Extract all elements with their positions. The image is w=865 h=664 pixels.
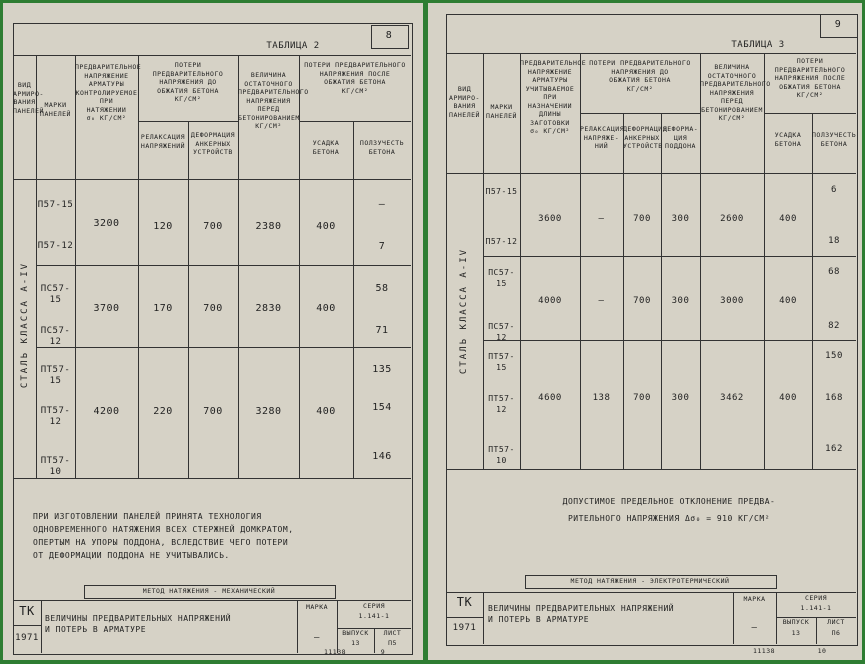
right-polz-value: 162: [825, 444, 843, 454]
left-polz-value: 135: [372, 364, 392, 375]
left-footer-page: 9: [380, 648, 386, 656]
left-header-relax: РЕЛАКСАЦИЯ НАПРЯЖЕНИЙ: [140, 133, 186, 150]
right-table-bottom-line: [446, 469, 856, 470]
right-footer-code: 11138: [752, 647, 776, 655]
left-relax-value: 170: [153, 303, 173, 314]
right-deform-value: 700: [633, 393, 651, 403]
left-stamp-seria-label: СЕРИЯ: [362, 602, 386, 610]
left-stamp-marka-label: МАРКА: [305, 603, 329, 611]
right-header-deform: ДЕФОРМАЦИЯ АНКЕРНЫХ УСТРОЙСТВ: [623, 125, 668, 150]
right-footer-page: 10: [817, 647, 827, 655]
left-mark: ПТ57-12: [40, 406, 71, 427]
right-note: ДОПУСТИМОЕ ПРЕДЕЛЬНОЕ ОТКЛОНЕНИЕ ПРЕДВА- РИТЕЛЬНОГО НАПРЯЖЕНИЯ Δσ₀ = 910 КГ/СМ²: [562, 497, 776, 523]
right-stamp-marka-value: —: [751, 623, 758, 633]
right-stamp-top: [446, 592, 856, 593]
right-polz-value: 68: [828, 267, 840, 277]
left-velich-value: 3280: [255, 406, 282, 417]
left-mark: ПТ57-15: [40, 365, 71, 386]
left-velich-value: 2830: [255, 303, 282, 314]
left-usadka-value: 400: [316, 303, 336, 314]
right-pred-value: 3600: [538, 214, 562, 224]
left-polz-value: —: [378, 199, 386, 210]
right-velich-value: 3000: [720, 296, 744, 306]
left-table-top-line: [13, 55, 411, 56]
left-group-line-2: [36, 347, 411, 348]
left-polz-value: 58: [375, 283, 389, 294]
right-stamp-title: ВЕЛИЧИНЫ ПРЕДВАРИТЕЛЬНЫХ НАПРЯЖЕНИЙ И ПОТЕРЬ В АРМАТУРЕ: [488, 604, 675, 624]
right-table-top-line: [446, 53, 856, 54]
right-usadka-value: 400: [779, 214, 797, 224]
right-pred-value: 4600: [538, 393, 562, 403]
right-method: МЕТОД НАТЯЖЕНИЯ - ЭЛЕКТРОТЕРМИЧЕСКИЙ: [570, 577, 730, 585]
left-pred-value: 3200: [93, 218, 120, 229]
right-relax-value: —: [598, 296, 605, 306]
right-stamp-vypusk-label: ВЫПУСК: [782, 618, 810, 626]
right-table-title: ТАБЛИЦА 3: [731, 40, 785, 50]
left-subheader-line-2: [299, 121, 411, 122]
left-deform-value: 700: [203, 406, 223, 417]
right-mark: ПТ57-12: [488, 394, 515, 414]
left-stamp-vypusk-label: ВЫПУСК: [342, 629, 369, 637]
left-footer-code: 11138: [323, 648, 347, 656]
right-velich-value: 3462: [720, 393, 744, 403]
left-header-bottom-line: [13, 179, 411, 180]
right-subheader-line: [580, 113, 700, 114]
right-page: [428, 3, 862, 660]
right-header-velichina: ВЕЛИЧИНА ОСТАТОЧНОГО ПРЕДВАРИТЕЛЬНОГО НАПРЯЖЕНИЯ ПЕРЕД БЕТОНИРОВАНИЕМ КГ/СМ²: [700, 63, 771, 122]
left-header-vid: ВИД АРМИРО- ВАНИЯ ПАНЕЛЕЙ: [13, 81, 44, 115]
left-header-marki: МАРКИ ПАНЕЛЕЙ: [40, 101, 71, 118]
right-mark: П57-12: [485, 237, 518, 246]
left-stamp-mid: [13, 625, 41, 626]
right-polz-value: 168: [825, 393, 843, 403]
right-header-usadka: УСАДКА БЕТОНА: [774, 131, 802, 148]
right-col-line: [661, 113, 662, 469]
left-header-polz: ПОЛЗУЧЕСТЬ БЕТОНА: [359, 139, 405, 156]
right-polz-value: 18: [828, 236, 840, 246]
left-usadka-value: 400: [316, 221, 336, 232]
left-col-line: [353, 121, 354, 478]
right-col-line: [812, 113, 813, 469]
right-col-line: [580, 53, 581, 469]
right-mark: ПТ57-15: [488, 352, 515, 372]
right-header-poteri: ПОТЕРИ ПРЕДВАРИТЕЛЬНОГО НАПРЯЖЕНИЯ ДО ОБЖАТИЯ БЕТОНА КГ/СМ²: [589, 59, 691, 93]
right-subheader-line-2: [764, 113, 856, 114]
right-stamp-list-label: ЛИСТ: [827, 618, 845, 626]
right-group-line-2: [483, 340, 856, 341]
right-header-posle: ПОТЕРИ ПРЕДВАРИТЕЛЬНОГО НАПРЯЖЕНИЯ ПОСЛЕ ОБЖАТИЯ БЕТОНА КГ/СМ²: [774, 57, 846, 99]
left-mark: П57-15: [37, 200, 74, 210]
right-deform-value: 700: [633, 214, 651, 224]
left-stamp-seria-value: 1.141-1: [358, 612, 390, 620]
right-stamp-col: [483, 592, 484, 644]
right-header-bottom-line: [446, 173, 856, 174]
right-mark: П57-15: [485, 187, 518, 196]
left-header-posle: ПОТЕРИ ПРЕДВАРИТЕЛЬНОГО НАПРЯЖЕНИЯ ПОСЛЕ ОБЖАТИЯ БЕТОНА КГ/СМ²: [304, 61, 406, 95]
right-usadka-value: 400: [779, 296, 797, 306]
right-pred-value: 4000: [538, 296, 562, 306]
left-polz-value: 71: [375, 325, 389, 336]
left-table-title: ТАБЛИЦА 2: [266, 41, 320, 51]
right-polz-value: 150: [825, 351, 843, 361]
left-usadka-value: 400: [316, 406, 336, 417]
right-stamp-vypusk-value: 13: [791, 629, 801, 637]
left-pred-value: 3700: [93, 303, 120, 314]
left-deform-value: 700: [203, 221, 223, 232]
left-mark: ПС57-12: [40, 326, 71, 347]
left-header-usadka: УСАДКА БЕТОНА: [312, 139, 340, 156]
right-col-line: [764, 53, 765, 469]
left-relax-value: 220: [153, 406, 173, 417]
right-stamp-mid: [446, 617, 483, 618]
right-deform-pod-value: 300: [671, 393, 690, 403]
left-deform-value: 700: [203, 303, 223, 314]
right-header-deform-pod: ДЕФОРМА- ЦИЯ ПОДДОНА: [662, 125, 699, 150]
right-polz-value: 6: [831, 185, 837, 195]
right-header-polz: ПОЛЗУЧЕСТЬ БЕТОНА: [812, 131, 857, 148]
right-stamp-year: 1971: [452, 623, 477, 633]
left-table-bottom-line: [13, 478, 411, 479]
left-stamp-marka-value: —: [314, 633, 320, 643]
left-header-pred: ПРЕДВАРИТЕЛЬНОЕ НАПРЯЖЕНИЕ АРМАТУРЫ КОНТРОЛИРУЕМОЕ ПРИ НАТЯЖЕНИИ σ₀ КГ/СМ²: [75, 63, 142, 122]
left-velich-value: 2380: [255, 221, 282, 232]
left-stamp-title: ВЕЛИЧИНЫ ПРЕДВАРИТЕЛЬНЫХ НАПРЯЖЕНИЙ И ПОТЕРЬ В АРМАТУРЕ: [45, 614, 232, 634]
left-polz-value: 7: [378, 241, 386, 252]
left-relax-value: 120: [153, 221, 173, 232]
left-stamp-top: [13, 600, 411, 601]
left-page: [3, 3, 423, 660]
left-pred-value: 4200: [93, 406, 120, 417]
right-stamp-list-value: П6: [831, 629, 841, 637]
right-header-relax: РЕЛАКСАЦИЯ НАПРЯЖЕ- НИЙ: [580, 125, 625, 150]
left-group-line-1: [36, 265, 411, 266]
left-steel-class: СТАЛЬ КЛАССА А-IV: [20, 261, 30, 389]
left-stamp-year: 1971: [15, 633, 39, 643]
left-header-velichina: ВЕЛИЧИНА ОСТАТОЧНОГО ПРЕДВАРИТЕЛЬНОГО НАПРЯЖЕНИЯ ПЕРЕД БЕТОНИРОВАНИЕМ КГ/СМ²: [238, 71, 309, 130]
right-group-line-1: [483, 256, 856, 257]
right-header-marki: МАРКИ ПАНЕЛЕЙ: [486, 103, 517, 120]
left-mark: ПТ57-10: [40, 456, 71, 477]
right-deform-pod-value: 300: [671, 214, 690, 224]
right-relax-value: —: [598, 214, 605, 224]
left-stamp-list-label: ЛИСТ: [383, 629, 402, 637]
right-header-vid: ВИД АРМИРО- ВАНИЯ ПАНЕЛЕЙ: [449, 85, 480, 119]
right-deform-value: 700: [633, 296, 651, 306]
left-stamp-col: [41, 600, 42, 653]
right-stamp-tk: ТК: [456, 595, 473, 609]
right-header-pred: ПРЕДВАРИТЕЛЬНОЕ НАПРЯЖЕНИЕ АРМАТУРЫ УЧИТЫВАЕМОЕ ПРИ НАЗНАЧЕНИИ ДЛИНЫ ЗАГОТОВКИ σ₀ КГ/СМ²: [520, 59, 587, 135]
right-col-line: [623, 113, 624, 469]
right-mark: ПТ57-10: [488, 445, 515, 465]
left-mark: П57-12: [37, 241, 74, 251]
left-stamp-vypusk-value: 13: [351, 639, 360, 647]
left-polz-value: 146: [372, 451, 392, 462]
right-stamp-marka-label: МАРКА: [743, 595, 766, 603]
left-method: МЕТОД НАТЯЖЕНИЯ - МЕХАНИЧЕСКИЙ: [142, 587, 276, 595]
right-steel-class: СТАЛЬ КЛАССА А-IV: [459, 247, 469, 375]
left-stamp-tk: ТК: [19, 604, 35, 618]
right-mark: ПС57-15: [488, 268, 515, 288]
right-usadka-value: 400: [779, 393, 797, 403]
left-mark: ПС57-15: [40, 284, 71, 305]
right-stamp-seria-label: СЕРИЯ: [804, 594, 828, 602]
right-mark: ПС57-12: [488, 322, 515, 342]
right-deform-pod-value: 300: [671, 296, 690, 306]
right-stamp-seria-value: 1.141-1: [800, 604, 832, 612]
left-stamp-list-value: П5: [388, 639, 397, 647]
left-header-deform: ДЕФОРМАЦИЯ АНКЕРНЫХ УСТРОЙСТВ: [190, 131, 236, 156]
left-polz-value: 154: [372, 402, 392, 413]
left-col-line: [188, 121, 189, 478]
right-page-number: 9: [834, 19, 842, 30]
right-relax-value: 138: [592, 393, 611, 403]
right-velich-value: 2600: [720, 214, 744, 224]
right-polz-value: 82: [828, 321, 840, 331]
left-note: ПРИ ИЗГОТОВЛЕНИИ ПАНЕЛЕЙ ПРИНЯТА ТЕХНОЛОГИЯ ОДНОВРЕМЕННОГО НАТЯЖЕНИЯ ВСЕХ СТЕРЖНЕЙ ДОМКРАТОМ, ОПЕРТЫМ НА УПОРЫ ПОДДОНА, ВСЛЕДСТВИЕ ЧЕГО ПОТЕРИ ОТ ДЕФОРМАЦИИ ПОДДОНА НЕ УЧИТЫВАЛИСЬ.: [33, 512, 294, 560]
left-page-number: 8: [385, 30, 393, 41]
left-header-poteri: ПОТЕРИ ПРЕДВАРИТЕЛЬНОГО НАПРЯЖЕНИЯ ДО ОБЖАТИЯ БЕТОНА КГ/СМ²: [152, 61, 224, 103]
